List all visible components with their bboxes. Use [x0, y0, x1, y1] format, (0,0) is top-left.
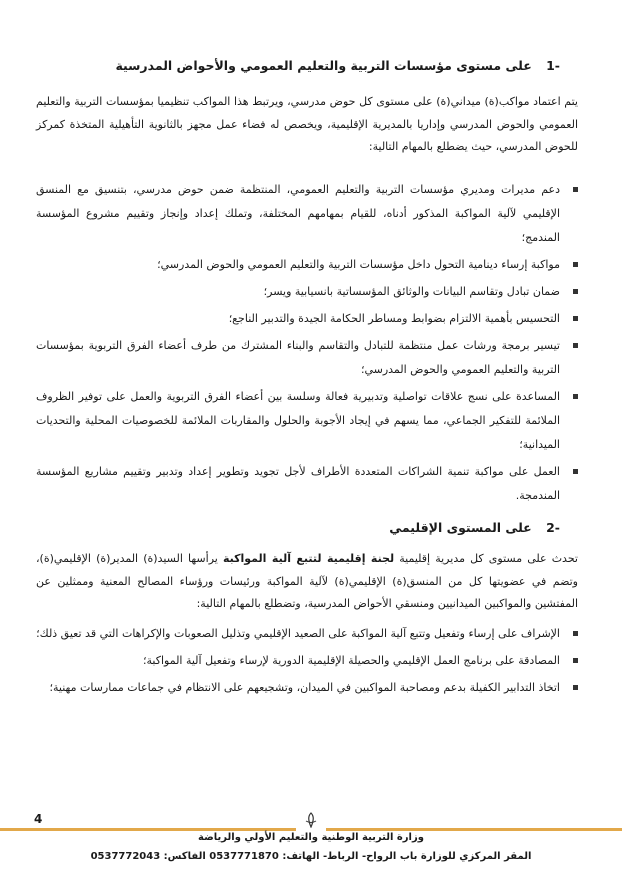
list-item: دعم مديرات ومديري مؤسسات التربية والتعليم العمومي، المنتظمة ضمن حوض مدرسي، بتنسيق مع المنسق الإقليمي لآلية المواكبة المذكور أدناه، للقيام بمهامهم المختلفة، وتملك إعداد وإنجاز وتقييم مشروع المؤسسة المندمج؛ — [36, 178, 582, 250]
section-2-title: على المستوى الإقليمي — [389, 520, 532, 535]
section-1-number: -1 — [546, 58, 560, 73]
ministry-emblem-icon — [300, 812, 322, 828]
intro-text-end: يرأسها السيد(ة) المدير(ة) الإقليمي(ة)، وتضم في عضويتها كل من المنسق(ة) الإقليمي(ة) لآلية المواكبة ورئيسات ورؤساء المصالح المعنية وممثلين عن المفتشين والمواكبين الميدانيين ومنسقي الأحواض المدرسية، وتضطلع بالمهام التالية: — [36, 552, 578, 610]
section-1-list — [36, 178, 582, 511]
list-item: مواكبة إرساء دينامية التحول داخل مؤسسات التربية والتعليم العمومي والحوض المدرسي؛ — [36, 253, 582, 277]
section-2-number: -2 — [546, 520, 560, 535]
section-2-intro — [36, 548, 578, 616]
footer-address: المقر المركزي للوزارة باب الرواح- الرباط- الهاتف: 0537771870 الفاكس: 0537772043 — [90, 851, 532, 862]
committee-name: لجنة إقليمية لتتبع آلية المواكبة — [222, 552, 395, 565]
page-number: 4 — [34, 812, 43, 826]
section-1-title: على مستوى مؤسسات التربية والتعليم العمومي والأحواض المدرسية — [115, 58, 532, 73]
list-item: المساعدة على نسج علاقات تواصلية وتدبيرية فعالة وسلسة بين أعضاء الفرق التربوية والعمل على توفير الظروف الملائمة للتفكير الجماعي، مما يسهم في إيجاد الأجوبة والحلول والمقاربات الملائمة للخصوصيات المحلية والتحديات الميدانية؛ — [36, 385, 582, 457]
section-2-heading — [389, 520, 560, 535]
intro-text-start: تحدث على مستوى كل مديرية إقليمية — [394, 552, 578, 565]
footer-ministry-name: وزارة التربية الوطنية والتعليم الأولي والرياضة — [198, 832, 424, 843]
section-1-heading — [115, 58, 560, 73]
list-item: اتخاذ التدابير الكفيلة بدعم ومصاحبة المواكبين في الميدان، وتشجيعهم على الانتظام في جماعات ممارسات مهنية؛ — [36, 676, 582, 700]
list-item: العمل على مواكبة تنمية الشراكات المتعددة الأطراف لأجل تجويد وتطوير إعداد وتدبير وتقييم مشاريع المؤسسة المندمجة. — [36, 460, 582, 508]
section-1-intro: يتم اعتماد مواكب(ة) ميداني(ة) على مستوى كل حوض مدرسي، ويرتبط هذا المواكب تنظيميا بمؤسسات التربية والتعليم العمومي والحوض المدرسي وإداريا بالمديرية الإقليمية، ويخصص له فضاء عمل مجهز بالثانوية التأهيلية المتخذة كمركز للحوض المدرسي، حيث يضطلع بالمهام التالية: — [36, 95, 578, 153]
list-item: الإشراف على إرساء وتفعيل وتتبع آلية المواكبة على الصعيد الإقليمي وتذليل الصعوبات والإكراهات التي قد تعيق ذلك؛ — [36, 622, 582, 646]
list-item: المصادقة على برنامج العمل الإقليمي والحصيلة الإقليمية الدورية لإرساء وتفعيل آلية المواكبة؛ — [36, 649, 582, 673]
list-item: تيسير برمجة ورشات عمل منتظمة للتبادل والتقاسم والبناء المشترك من طرف أعضاء الفرق التربوية بمؤسسات التربية والتعليم العمومي والحوض المدرسي؛ — [36, 334, 582, 382]
list-item: التحسيس بأهمية الالتزام بضوابط ومساطر الحكامة الجيدة والتدبير الناجع؛ — [36, 307, 582, 331]
section-2-list — [36, 622, 582, 703]
list-item: ضمان تبادل وتقاسم البيانات والوثائق المؤسساتية بانسيابية ويسر؛ — [36, 280, 582, 304]
